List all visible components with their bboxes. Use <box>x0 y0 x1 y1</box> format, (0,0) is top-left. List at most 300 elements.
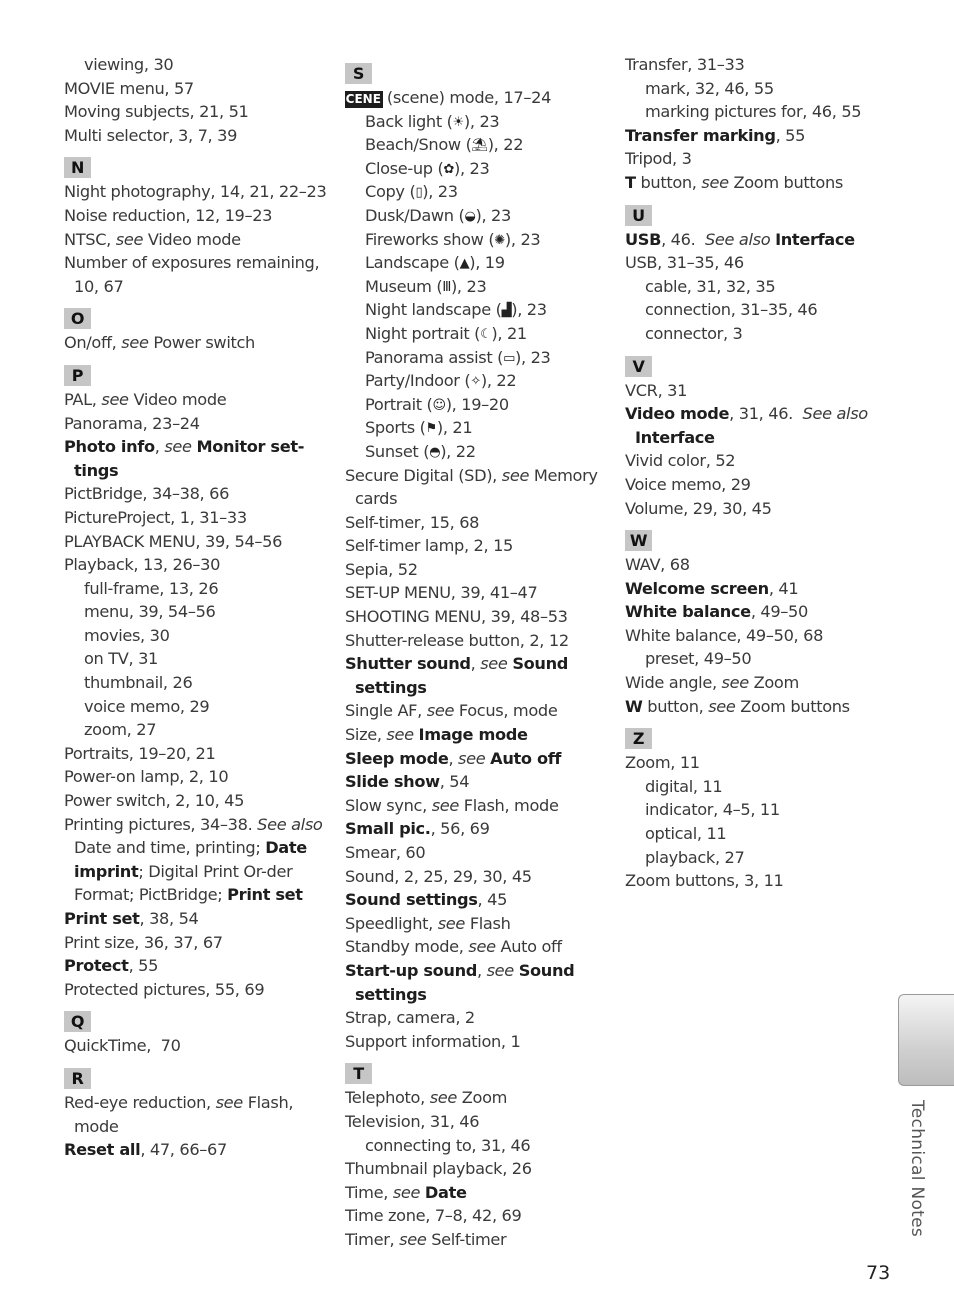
index-text: viewing, 30 <box>84 55 174 74</box>
index-entry <box>625 751 875 775</box>
index-term-bold: Print set <box>64 909 140 928</box>
index-entry <box>345 1181 615 1205</box>
index-see-ref: see <box>429 1088 457 1108</box>
index-see-ref: see <box>721 673 749 693</box>
index-text: Vivid color, 52 <box>625 451 736 471</box>
scene-mode-icon: ▯ <box>415 185 423 201</box>
index-see-ref: see <box>701 172 729 192</box>
index-entry <box>625 497 875 521</box>
index-see-ref: see <box>121 333 149 353</box>
index-subentry <box>625 775 875 799</box>
index-text: Party/Indoor ( <box>365 371 471 391</box>
index-entry <box>64 1034 336 1058</box>
index-subentry <box>64 695 336 719</box>
index-subentry <box>345 275 615 299</box>
index-text: Portrait ( <box>365 394 433 414</box>
index-entry <box>345 1086 615 1110</box>
index-term-bold: Slide show <box>345 772 440 792</box>
index-term-bold: Sound settings <box>355 654 574 697</box>
scene-mode-icon: ◒ <box>464 208 476 224</box>
index-term-bold: Auto off <box>490 748 562 768</box>
index-subentry <box>345 440 615 464</box>
section-letter-n: N <box>64 157 91 178</box>
index-entry <box>337 86 615 110</box>
index-entry <box>345 747 615 771</box>
index-text: Copy ( <box>365 182 416 202</box>
index-entry <box>64 124 336 148</box>
index-text: Night photography, 14, 21, 22–23 <box>64 182 327 202</box>
index-subentry <box>345 369 615 393</box>
index-text: ), 21 <box>436 418 473 438</box>
index-entry <box>345 1006 615 1030</box>
index-text: , 46. <box>661 229 705 249</box>
index-entry <box>625 624 875 648</box>
index-text: optical, 11 <box>645 824 727 844</box>
index-text: Sepia, 52 <box>345 559 418 579</box>
index-text: ), 23 <box>515 347 551 367</box>
index-text: Zoom, 11 <box>625 753 700 773</box>
index-see-ref: see <box>501 465 530 485</box>
index-subentry <box>345 393 615 417</box>
index-text: MOVIE menu, 57 <box>64 78 194 98</box>
section-letter-r: R <box>64 1068 91 1089</box>
index-subentry <box>345 133 615 157</box>
index-text: Power-on lamp, 2, 10 <box>64 767 229 787</box>
index-text: PAL, <box>64 389 102 409</box>
scene-mode-icon: ▭ <box>503 350 516 366</box>
index-see-ref: See also <box>257 814 323 834</box>
section-letter-u: U <box>625 205 652 226</box>
index-entry <box>64 331 336 355</box>
index-text: Support information, 1 <box>345 1031 521 1051</box>
index-text: Shutter-release button, 2, 12 <box>345 630 569 650</box>
index-entry <box>345 959 615 1006</box>
index-text: Sound, 2, 25, 29, 30, 45 <box>345 866 532 886</box>
index-entry <box>345 534 615 558</box>
index-text: ), 23 <box>453 158 490 178</box>
index-text: , 41 <box>768 578 799 598</box>
index-entry <box>64 530 336 554</box>
index-see-ref: see <box>399 1229 427 1249</box>
index-entry <box>625 671 875 695</box>
index-entry <box>64 553 336 577</box>
index-text: Dusk/Dawn ( <box>365 205 465 225</box>
index-entry <box>64 907 336 931</box>
index-entry <box>64 251 336 298</box>
index-entry <box>345 558 615 582</box>
index-term-bold: Date imprint <box>74 838 313 881</box>
index-text: , <box>448 748 459 768</box>
index-text: ), 23 <box>450 276 487 296</box>
index-column-2 <box>337 53 615 1252</box>
index-text: Time zone, 7–8, 42, 69 <box>345 1206 522 1226</box>
index-see-ref: see <box>480 654 508 674</box>
index-entry <box>64 77 336 101</box>
index-entry <box>345 605 615 629</box>
index-entry <box>64 789 336 813</box>
index-subentry <box>625 647 875 671</box>
index-text: Portraits, 19–20, 21 <box>64 743 216 763</box>
index-text: ), 21 <box>491 323 527 343</box>
page-number: 73 <box>866 1262 891 1284</box>
index-text: Time, <box>345 1182 393 1202</box>
index-text: , <box>477 960 487 980</box>
index-term-bold: Start-up sound <box>345 960 477 980</box>
index-entry <box>625 869 875 893</box>
index-text: Flash, mode <box>459 795 559 815</box>
index-term-bold: White balance <box>625 602 751 622</box>
index-term-bold: Shutter sound <box>345 654 471 674</box>
index-subentry <box>64 647 336 671</box>
index-text: , <box>154 437 165 457</box>
index-subentry <box>625 77 875 101</box>
index-entry <box>345 1157 615 1181</box>
index-text: Zoom buttons, 3, 11 <box>625 871 784 891</box>
index-term-bold: Reset all <box>64 1140 141 1160</box>
index-text: connecting to, 31, 46 <box>365 1135 531 1155</box>
index-text: connection, 31–35, 46 <box>645 300 818 320</box>
scene-mode-icon: ☾ <box>480 326 492 342</box>
index-subentry <box>64 718 336 742</box>
scene-mode-icon: ▲ <box>459 256 470 272</box>
index-entry <box>345 1204 615 1228</box>
index-text: Voice memo, 29 <box>625 474 751 494</box>
index-subentry <box>625 275 875 299</box>
index-text: Red-eye reduction, <box>64 1092 216 1112</box>
section-letter-q: Q <box>64 1011 91 1032</box>
index-text: Timer, <box>345 1229 400 1249</box>
index-text: Back light ( <box>365 111 453 131</box>
index-text: Night landscape ( <box>365 300 502 320</box>
index-text: Panorama assist ( <box>365 347 504 367</box>
index-text: , 54 <box>439 772 470 792</box>
index-text: , 55 <box>128 956 159 976</box>
index-text: Playback, 13, 26–30 <box>64 555 221 575</box>
index-text: ), 22 <box>487 135 524 155</box>
scene-mode-icon: ✿ <box>443 161 454 177</box>
index-see-ref: see <box>708 696 736 716</box>
index-subentry <box>345 228 615 252</box>
index-text: Moving subjects, 21, 51 <box>64 102 249 122</box>
index-text: Close-up ( <box>365 158 444 178</box>
section-letter-v: V <box>625 356 652 377</box>
index-see-ref: see <box>215 1092 243 1112</box>
index-text: full-frame, 13, 26 <box>84 578 219 598</box>
index-text: , 45 <box>477 890 508 910</box>
index-text: connector, 3 <box>645 323 743 343</box>
index-entry <box>345 629 615 653</box>
index-entry <box>64 813 336 907</box>
index-see-ref: see <box>458 748 486 768</box>
index-text: Television, 31, 46 <box>345 1111 480 1131</box>
index-text: Self-timer <box>426 1229 507 1249</box>
index-term-bold: Video mode <box>625 404 730 424</box>
index-text: ; Digital Print Or-der Format; PictBridge; <box>74 861 298 905</box>
scene-mode-icon: ✺ <box>494 232 505 248</box>
index-subentry <box>64 600 336 624</box>
chapter-label: Technical Notes <box>907 1100 927 1238</box>
index-text: , 49–50 <box>750 602 808 622</box>
index-text: zoom, 27 <box>84 720 157 740</box>
index-text: , 56, 69 <box>430 819 490 839</box>
index-term-bold: Interface <box>635 427 715 447</box>
index-entry <box>64 180 336 204</box>
index-text: Wide angle, <box>625 673 722 693</box>
index-term-bold: T <box>625 172 636 192</box>
index-text: Speedlight, <box>345 913 438 933</box>
index-text: button, <box>642 696 709 716</box>
index-subentry <box>345 298 615 322</box>
index-text: ), 23 <box>422 182 458 202</box>
index-entry <box>625 695 875 719</box>
index-entry <box>345 581 615 605</box>
index-entry <box>345 1030 615 1054</box>
index-entry <box>625 600 875 624</box>
index-text: NTSC, <box>64 229 116 249</box>
index-see-ref: see <box>386 725 414 745</box>
scene-mode-icon: ☺ <box>432 397 446 413</box>
index-subentry <box>625 298 875 322</box>
index-see-ref: see <box>101 389 129 409</box>
index-text: Zoom <box>457 1088 508 1108</box>
index-text: Video mode <box>143 229 241 249</box>
index-see-ref: See also <box>704 229 771 249</box>
index-text: Beach/Snow ( <box>365 135 472 155</box>
index-text: Protected pictures, 55, 69 <box>64 979 265 999</box>
index-entry <box>625 147 875 171</box>
index-text: , 55 <box>775 125 806 145</box>
index-entry <box>345 794 615 818</box>
index-subentry <box>345 251 615 275</box>
index-text: Zoom buttons <box>728 172 843 192</box>
index-text: (scene) mode, 17–24 <box>386 88 552 107</box>
index-subentry <box>345 322 615 346</box>
index-text: Print size, 36, 37, 67 <box>64 932 223 952</box>
section-letter-z: Z <box>625 728 652 749</box>
index-text: ), 23 <box>511 300 547 320</box>
index-text: Flash <box>465 913 511 933</box>
index-text: Zoom buttons <box>735 696 850 716</box>
index-text: ), 19 <box>469 253 505 273</box>
index-text: Size, <box>345 725 387 745</box>
index-entry <box>345 511 615 535</box>
section-letter-o: O <box>64 308 91 329</box>
index-text: Telephoto, <box>345 1088 430 1108</box>
index-subentry <box>345 204 615 228</box>
index-entry <box>625 577 875 601</box>
index-text: Tripod, 3 <box>625 149 692 169</box>
section-letter-s: S <box>345 63 372 84</box>
index-text: Number of exposures remaining, 10, 67 <box>64 253 325 296</box>
scene-mode-icon: ⛱ <box>471 138 488 154</box>
index-text: ), 23 <box>504 229 541 249</box>
index-entry <box>64 1091 336 1138</box>
index-text: Transfer, 31–33 <box>625 55 745 74</box>
index-text: thumbnail, 26 <box>84 673 193 693</box>
index-text: Noise reduction, 12, 19–23 <box>64 205 273 225</box>
index-text: , <box>470 654 481 674</box>
index-entry <box>64 1138 336 1162</box>
index-subentry <box>345 1134 615 1158</box>
scene-mode-icon: ◓ <box>429 444 441 460</box>
index-entry <box>64 228 336 252</box>
index-text: Secure Digital (SD), <box>345 465 502 485</box>
index-entry <box>345 652 615 699</box>
section-letter-t: T <box>345 1063 372 1084</box>
section-letter-w: W <box>625 530 652 551</box>
index-text: voice memo, 29 <box>84 696 210 716</box>
index-entry <box>345 817 615 841</box>
index-entry <box>64 978 336 1002</box>
index-entry <box>625 402 875 449</box>
index-subentry <box>625 822 875 846</box>
index-entry <box>64 388 336 412</box>
index-text: Smear, 60 <box>345 843 426 862</box>
index-entry <box>345 770 615 794</box>
index-entry <box>345 935 615 959</box>
index-entry <box>64 412 336 436</box>
index-text: , 31, 46. <box>729 404 803 424</box>
index-term-bold: Sleep mode <box>345 748 449 768</box>
index-entry <box>625 379 875 403</box>
index-entry <box>345 888 615 912</box>
index-text: ), 23 <box>463 111 500 131</box>
index-entry <box>345 723 615 747</box>
index-entry <box>345 1228 615 1252</box>
index-text: , 38, 54 <box>139 909 199 928</box>
index-entry <box>64 482 336 506</box>
index-text: Flash, mode <box>74 1092 298 1136</box>
index-text: PictureProject, 1, 31–33 <box>64 507 247 527</box>
index-subentry <box>64 577 336 601</box>
index-text: Date and time, printing; <box>74 814 328 858</box>
index-entry <box>345 912 615 936</box>
index-text: WAV, 68 <box>625 555 690 575</box>
index-text: mark, 32, 46, 55 <box>645 78 774 98</box>
index-see-ref: see <box>164 437 192 457</box>
index-entry <box>64 765 336 789</box>
index-text: Memory cards <box>355 465 603 509</box>
index-text: Thumbnail playback, 26 <box>345 1159 532 1179</box>
index-text: Self-timer, 15, 68 <box>345 512 480 532</box>
index-see-ref: see <box>486 960 514 980</box>
scene-badge-icon: SCENE <box>337 92 381 106</box>
index-term-bold: Interface <box>775 229 855 249</box>
index-text: SHOOTING MENU, 39, 48–53 <box>345 607 568 627</box>
index-text: ), 23 <box>475 205 511 225</box>
index-subentry <box>64 624 336 648</box>
scene-mode-icon: Ⅲ <box>442 279 451 295</box>
index-see-ref: See also <box>802 404 868 424</box>
index-text: playback, 27 <box>645 847 745 867</box>
index-text: button, <box>635 172 702 192</box>
index-entry <box>625 53 875 77</box>
index-entry <box>64 204 336 228</box>
index-text: preset, 49–50 <box>645 649 752 669</box>
index-entry <box>625 449 875 473</box>
index-term-bold: Image mode <box>418 725 528 745</box>
section-letter-p: P <box>64 365 91 386</box>
index-entry <box>64 931 336 955</box>
index-text: Self-timer lamp, 2, 15 <box>345 536 513 556</box>
index-entry <box>345 1110 615 1134</box>
index-text: Sunset ( <box>365 441 430 461</box>
index-see-ref: see <box>115 229 144 249</box>
index-entry <box>64 100 336 124</box>
index-text: Museum ( <box>365 276 443 296</box>
index-text: Standby mode, <box>345 937 469 957</box>
index-entry <box>345 841 615 865</box>
index-text: marking pictures for, 46, 55 <box>645 102 862 122</box>
index-entry <box>64 742 336 766</box>
index-subentry <box>625 798 875 822</box>
index-text: , 47, 66–67 <box>140 1140 227 1160</box>
index-term-bold: Date <box>424 1182 467 1202</box>
chapter-tab <box>898 994 954 1086</box>
index-text: Video mode <box>128 389 227 409</box>
index-text: ), 22 <box>480 371 517 391</box>
index-subentry <box>345 110 615 134</box>
index-column-1 <box>64 53 336 1162</box>
index-subentry <box>625 846 875 870</box>
index-text: Zoom <box>748 673 799 693</box>
index-entry <box>64 506 336 530</box>
index-see-ref: see <box>468 937 496 957</box>
index-column-3 <box>625 53 875 893</box>
index-text: Single AF, <box>345 701 427 721</box>
scene-mode-icon: ☀ <box>452 114 464 130</box>
index-see-ref: see <box>392 1182 421 1202</box>
index-entry <box>625 228 875 252</box>
index-text: Panorama, 23–24 <box>64 413 200 433</box>
index-entry <box>625 473 875 497</box>
index-term-bold: Sound settings <box>355 960 580 1004</box>
index-term-bold: W <box>625 696 643 716</box>
index-entry <box>625 124 875 148</box>
index-term-bold: Photo info <box>64 437 155 457</box>
index-text: Night portrait ( <box>365 323 481 343</box>
index-text: PLAYBACK MENU, 39, 54–56 <box>64 531 283 551</box>
index-text: Focus, mode <box>454 701 558 721</box>
index-subentry <box>64 671 336 695</box>
index-see-ref: see <box>437 913 466 933</box>
index-text: Strap, camera, 2 <box>345 1008 475 1028</box>
index-subentry <box>625 322 875 346</box>
index-text: USB, 31–35, 46 <box>625 253 744 273</box>
index-term-bold: Print set <box>227 885 303 905</box>
index-entry <box>625 251 875 275</box>
index-subentry <box>625 100 875 124</box>
index-text: digital, 11 <box>645 776 723 796</box>
index-term-bold: Welcome screen <box>625 578 769 598</box>
index-text: Volume, 29, 30, 45 <box>625 498 772 518</box>
index-text: Auto off <box>495 937 562 957</box>
index-text: ), 19–20 <box>445 394 509 414</box>
index-text: movies, 30 <box>84 625 170 645</box>
index-text: cable, 31, 32, 35 <box>645 276 776 296</box>
index-text: SET-UP MENU, 39, 41–47 <box>345 583 538 603</box>
index-entry <box>345 464 615 511</box>
index-text: Slow sync, <box>345 795 432 815</box>
index-text: ), 22 <box>440 441 476 461</box>
index-text: Printing pictures, 34–38. <box>64 814 258 834</box>
index-entry <box>625 553 875 577</box>
index-see-ref: see <box>426 701 455 721</box>
index-text: Multi selector, 3, 7, 39 <box>64 125 238 145</box>
index-term-bold: Protect <box>64 956 129 976</box>
index-entry <box>345 699 615 723</box>
index-entry <box>625 171 875 195</box>
